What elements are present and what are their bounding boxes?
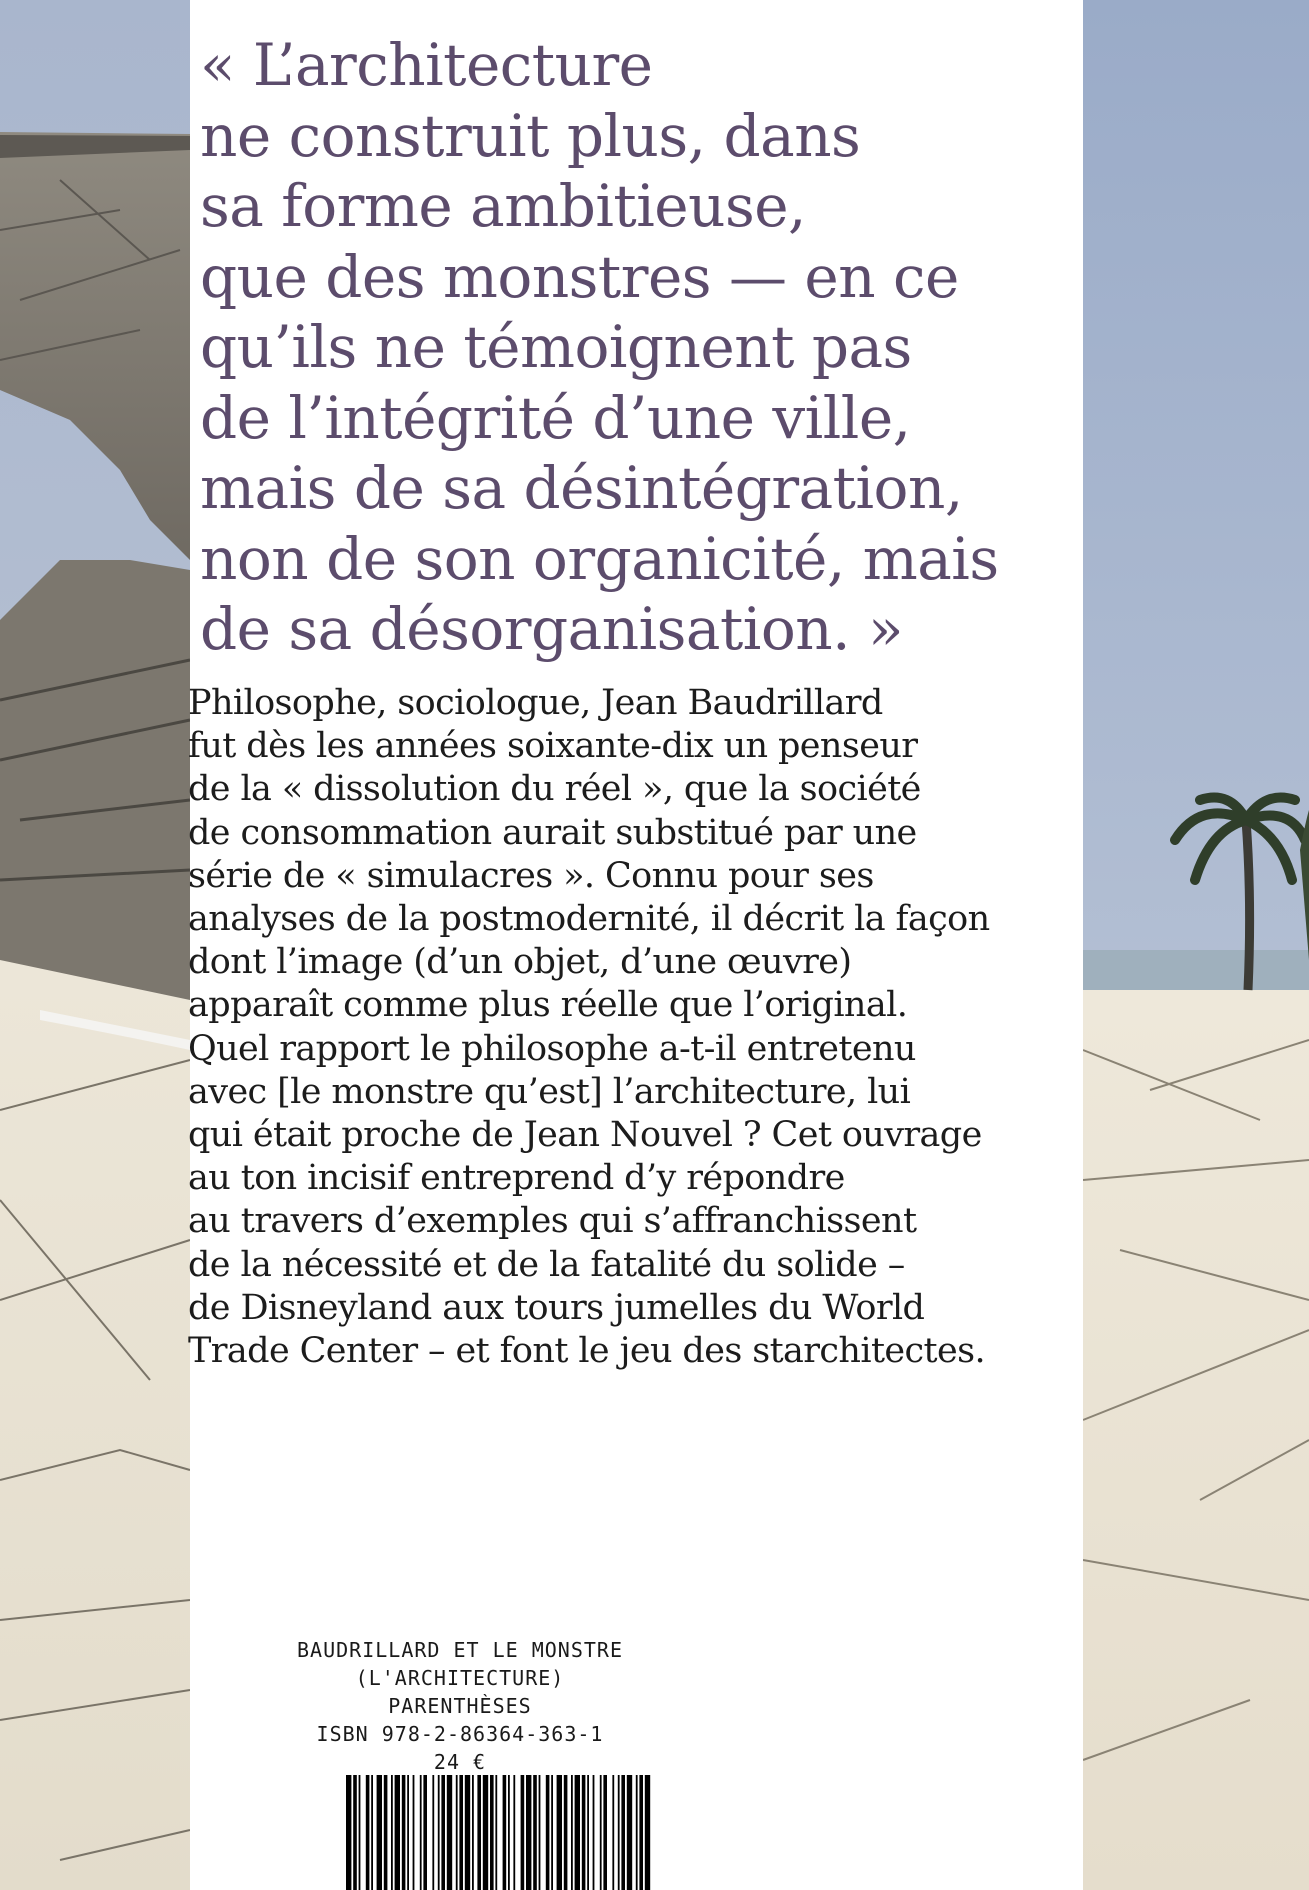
barcode-bar	[391, 1775, 393, 1890]
barcode-bar	[603, 1775, 607, 1890]
description-line: qui était proche de Jean Nouvel ? Cet ouvrage	[188, 1115, 982, 1156]
barcode-bar	[413, 1775, 415, 1890]
description-line: fut dès les années soixante-dix un penseur	[188, 726, 918, 767]
quote-line: non de son organicité, mais	[200, 524, 999, 593]
isbn: ISBN 978-2-86364-363-1	[316, 1722, 604, 1746]
quote-line: qu’ils ne témoignent pas	[200, 313, 912, 381]
barcode-bar	[627, 1775, 632, 1890]
barcode-bar	[395, 1775, 400, 1890]
description-line: de consommation aurait substitué par une	[188, 812, 917, 853]
barcode-bar	[587, 1775, 589, 1890]
barcode-bar	[438, 1775, 440, 1890]
barcode-bar	[645, 1775, 650, 1890]
barcode-bar	[557, 1775, 562, 1890]
barcode-bar	[472, 1775, 474, 1890]
barcode-bar	[639, 1775, 643, 1890]
description-line: au ton incisif entreprend d’y répondre	[188, 1158, 845, 1199]
barcode-bar	[459, 1775, 463, 1890]
barcode-bar	[456, 1775, 458, 1890]
barcode-bar	[546, 1775, 550, 1890]
description-line: Trade Center – et font le jeu des starchitectes.	[188, 1331, 986, 1372]
description-line: Quel rapport le philosophe a-t-il entretenu	[188, 1028, 916, 1069]
quote-line: de l’intégrité d’une ville,	[200, 383, 911, 452]
barcode-bar	[359, 1775, 361, 1890]
barcode-bar	[503, 1775, 507, 1890]
barcode-bar	[377, 1775, 382, 1890]
barcode-bar	[593, 1775, 595, 1890]
barcode-bar	[539, 1775, 541, 1890]
barcode-bar	[495, 1775, 497, 1890]
description-line: de Disneyland aux tours jumelles du World	[188, 1287, 925, 1328]
colophon	[230, 1636, 690, 1776]
barcode-bar	[490, 1775, 494, 1890]
description-line: de la « dissolution du réel », que la société	[188, 769, 921, 810]
description-line: Philosophe, sociologue, Jean Baudrillard	[188, 683, 883, 723]
barcode-bar	[582, 1775, 586, 1890]
quote-line: que des monstres — en ce	[200, 242, 959, 311]
barcode-bar	[384, 1775, 388, 1890]
description-line: avec [le monstre qu’est] l’architecture, lui	[188, 1071, 911, 1112]
barcode-bar	[612, 1775, 614, 1890]
barcode-icon	[340, 1775, 656, 1890]
description-line: série de « simulacres ». Connu pour ses	[188, 855, 874, 896]
quote-line: de sa désorganisation. »	[200, 595, 903, 663]
pull-quote	[200, 30, 1080, 665]
barcode-bar	[447, 1775, 452, 1890]
book-subtitle: (L'ARCHITECTURE)	[355, 1666, 565, 1690]
description-line: au travers d’exemples qui s’affranchissent	[188, 1201, 917, 1242]
description-line: apparaît comme plus réelle que l’original.	[188, 985, 908, 1026]
barcode-bar	[508, 1775, 510, 1890]
quote-line: « L’architecture	[200, 31, 653, 99]
barcode-bar	[371, 1775, 373, 1890]
barcode-bar	[432, 1775, 434, 1890]
barcode-bar	[477, 1775, 481, 1890]
barcode-bar	[575, 1775, 580, 1890]
barcode-bar	[526, 1775, 531, 1890]
barcode-bar	[420, 1775, 422, 1890]
barcode-bar	[551, 1775, 553, 1890]
barcode-bar	[353, 1775, 357, 1890]
barcode-bar	[423, 1775, 427, 1890]
barcode-bar	[513, 1775, 515, 1890]
barcode-bar	[346, 1775, 351, 1890]
description-line: dont l’image (d’un objet, d’une œuvre)	[188, 942, 852, 983]
barcode-bar	[402, 1775, 406, 1890]
book-title: BAUDRILLARD ET LE MONSTRE	[296, 1638, 624, 1662]
barcode-bar	[521, 1775, 525, 1890]
barcode-bar	[618, 1775, 620, 1890]
barcode-bar	[600, 1775, 602, 1890]
barcode-bar	[407, 1775, 409, 1890]
barcode-bar	[621, 1775, 625, 1890]
barcode-bar	[571, 1775, 573, 1890]
quote-line: ne construit plus, dans	[200, 101, 861, 170]
barcode-bar	[465, 1775, 470, 1890]
barcode-bar	[441, 1775, 445, 1890]
description-line: de la nécessité et de la fatalité du solide –	[188, 1244, 905, 1285]
description-line: analyses de la postmodernité, il décrit la façon	[188, 899, 990, 940]
barcode-bar	[533, 1775, 537, 1890]
quote-line: mais de sa désintégration,	[200, 454, 963, 522]
book-description	[188, 682, 1088, 1373]
barcode-bar	[636, 1775, 638, 1890]
barcode-bar	[483, 1775, 488, 1890]
quote-line: sa forme ambitieuse,	[200, 172, 806, 240]
barcode-bar	[564, 1775, 568, 1890]
barcode-bar	[366, 1775, 370, 1890]
price: 24 €	[433, 1750, 487, 1774]
publisher: PARENTHÈSES	[388, 1694, 532, 1718]
